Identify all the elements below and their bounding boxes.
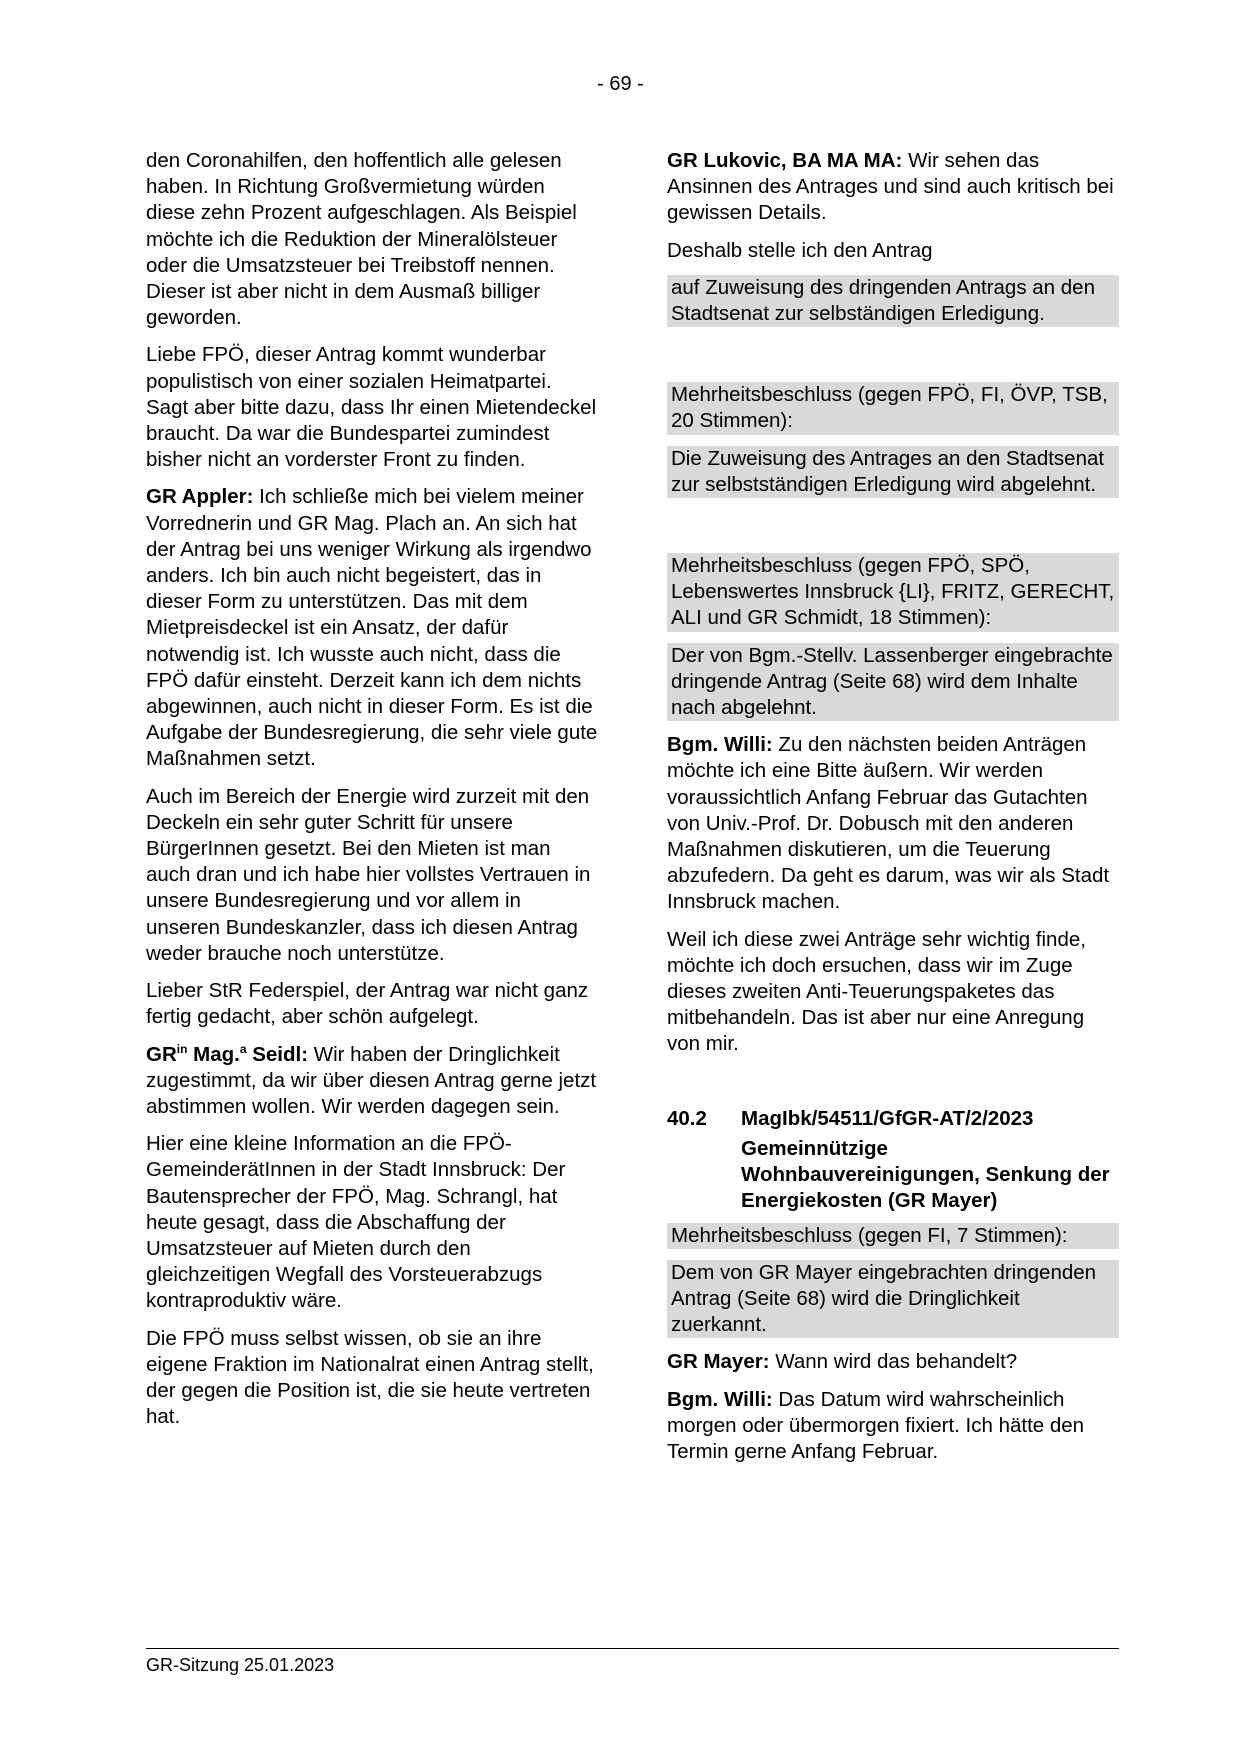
speech-mayer [667, 1349, 1119, 1375]
speech-lukovic [667, 148, 1119, 227]
superscript: a [239, 1041, 247, 1056]
paragraph: Hier eine kleine Information an die FPÖ-GemeinderätInnen in der Stadt Innsbruck: Der Bautensprecher der FPÖ, Mag. Schrangl, hat heute gesagt, dass die Abschaffung der Umsatzsteuer auf Mieten durch den gleichzeitigen Wegfall des Vorsteuerabzugs kontraproduktiv wäre. [146, 1132, 566, 1313]
speaker-name: GR Appler: [146, 485, 254, 509]
speech-text: Wann wird das behandelt? [769, 1350, 1018, 1374]
right-column [667, 148, 1119, 1476]
footer-divider [146, 1648, 1119, 1649]
resolution-text: Die Zuweisung des Antrages an den Stadtsenat zur selbstständigen Erledigung wird abgelehnt. [667, 446, 1119, 498]
speaker-surname: Seidl: [246, 1042, 309, 1066]
speaker-title: Mag. [187, 1042, 240, 1066]
speech-seidl [146, 1042, 598, 1121]
spacer [667, 338, 1119, 382]
agenda-item-heading [667, 1106, 1119, 1132]
resolution-majority: Mehrheitsbeschluss (gegen FI, 7 Stimmen): [667, 1223, 1119, 1249]
speaker-name [146, 1043, 308, 1066]
footer-text: GR-Sitzung 25.01.2023 [146, 1655, 335, 1675]
speech-text: Das Datum wird wahrscheinlich morgen oder übermorgen fixiert. Ich hätte den Termin gerne Anfang Februar. [667, 1387, 1085, 1463]
resolution-text: Dem von GR Mayer eingebrachten dringenden Antrag (Seite 68) wird die Dringlichkeit zuerkannt. [667, 1260, 1119, 1339]
speech-appler [146, 484, 598, 772]
paragraph: Weil ich diese zwei Anträge sehr wichtig finde, möchte ich doch ersuchen, dass wir im Zuge dieses zweiten Anti-Teuerungspaketes das mitbehandeln. Das ist aber nur eine Anregung von mir. [667, 927, 1086, 1056]
paragraph: den Coronahilfen, den hoffentlich alle gelesen haben. In Richtung Großvermietung würden diese zehn Prozent aufgeschlagen. Als Beispiel möchte ich die Reduktion der Mineralölsteuer oder die Umsatzsteuer bei Treibstoff nennen. Dieser ist aber nicht in dem Ausmaß billiger geworden. [146, 149, 577, 330]
paragraph: Deshalb stelle ich den Antrag [667, 238, 933, 262]
speech-text: Ich schließe mich bei vielem meiner Vorrednerin und GR Mag. Plach an. An sich hat der Antrag bei uns weniger Wirkung als irgendwo anders. Ich bin auch nicht begeistert, das in dieser Form zu unterstützen. Das mit dem Mietpreisdeckel ist ein Ansatz, der dafür notwendig ist. Ich wusste auch nicht, dass die FPÖ dafür einsteht. Derzeit kann ich dem nichts abgewinnen, auch nicht in dieser Form. Es ist die Aufgabe der Bundesregierung, die sehr viele gute Maßnahmen setzt. [146, 485, 598, 771]
speech-text: Zu den nächsten beiden Anträgen möchte ich eine Bitte äußern. Wir werden voraussichtlich Anfang Februar das Gutachten von Univ.-Prof. Dr. Dobusch mit den anderen Maßnahmen diskutieren, um die Teuerung abzufedern. Da geht es darum, was wir als Stadt Innsbruck machen. [667, 733, 1110, 914]
speaker-name: Bgm. Willi: [667, 1387, 773, 1411]
agenda-item-number: 40.2 [667, 1106, 707, 1130]
speaker-title: GR [146, 1042, 177, 1066]
motion-text: auf Zuweisung des dringenden Antrags an den Stadtsenat zur selbständigen Erledigung. [667, 275, 1119, 327]
page-number: - 69 - [597, 73, 644, 95]
speech-text: Wir haben der Dringlichkeit zugestimmt, da wir über diesen Antrag gerne jetzt abstimmen wollen. Wir werden dagegen sein. [146, 1042, 597, 1118]
speech-willi [667, 732, 1119, 915]
paragraph: Lieber StR Federspiel, der Antrag war nicht ganz fertig gedacht, aber schön aufgelegt. [146, 979, 589, 1029]
left-column [146, 148, 598, 1441]
speech-willi [667, 1387, 1119, 1466]
paragraph: Liebe FPÖ, dieser Antrag kommt wunderbar populistisch von einer sozialen Heimatpartei. Sagt aber bitte dazu, dass Ihr einen Mietendeckel braucht. Da war die Bundespartei zumindest bisher nicht an vorderster Front zu finden. [146, 343, 597, 472]
agenda-item-reference: MagIbk/54511/GfGR-AT/2/2023 [741, 1106, 1034, 1130]
paragraph: Die FPÖ muss selbst wissen, ob sie an ihre eigene Fraktion im Nationalrat einen Antrag stellt, der gegen die Position ist, die sie heute vertreten hat. [146, 1326, 594, 1429]
superscript: in [176, 1041, 188, 1056]
spacer [667, 509, 1119, 553]
resolution-majority: Mehrheitsbeschluss (gegen FPÖ, SPÖ, Lebenswertes Innsbruck {LI}, FRITZ, GERECHT, ALI und GR Schmidt, 18 Stimmen): [667, 553, 1119, 632]
resolution-majority: Mehrheitsbeschluss (gegen FPÖ, FI, ÖVP, TSB, 20 Stimmen): [667, 382, 1119, 434]
resolution-text: Der von Bgm.-Stellv. Lassenberger eingebrachte dringende Antrag (Seite 68) wird dem Inhalte nach abgelehnt. [667, 643, 1119, 722]
agenda-item-title: Gemeinnützige Wohnbauvereinigungen, Senkung der Energiekosten (GR Mayer) [741, 1136, 1110, 1213]
speaker-name: Bgm. Willi: [667, 733, 773, 757]
speech-text: Wir sehen das Ansinnen des Antrages und sind auch kritisch bei gewissen Details. [667, 149, 1114, 225]
speaker-name: GR Lukovic, BA MA MA: [667, 149, 903, 172]
paragraph: Auch im Bereich der Energie wird zurzeit mit den Deckeln ein sehr guter Schritt für unsere BürgerInnen gesetzt. Bei den Mieten ist man auch dran und ich habe hier vollstes Vertrauen in unsere Bundesregierung und vor allem in unseren Bundeskanzler, dass ich diesen Antrag weder brauche noch unterstütze. [146, 784, 591, 965]
speaker-name: GR Mayer: [667, 1350, 770, 1374]
